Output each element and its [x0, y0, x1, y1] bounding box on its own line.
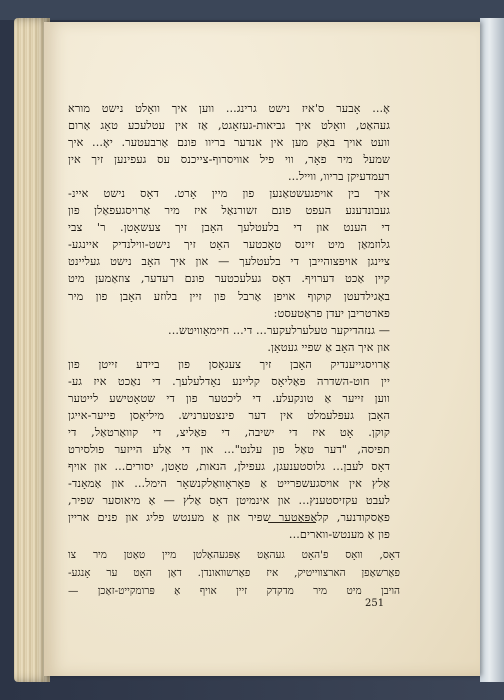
body-text: [68, 100, 390, 543]
text-line: באַגילדעטן קוקוף אויפן אַרבל פון זיין בלוזע האָבן פון מיר: [68, 289, 390, 303]
text-line: יין חוט-השדרה פאַליאָס קליינע נאָדלעלעך. די נאַכט איז גע-: [68, 374, 390, 388]
text-line: גלוזמאַן מיט זיינס טאָכטער האָט זיך נישט-ווילנדיק איינגע-: [68, 238, 390, 252]
text-line: לעבט עקזיסטענץ... און אינמיטן דאָס אַלץ — אַ מיאוסער שפיר,: [68, 494, 390, 508]
page-edge: [480, 18, 504, 682]
text-line: קיין אַכט דערויף. דאָס געלעכטער פונם רעדער, צוזאַמען מיט: [68, 272, 390, 286]
text-line: וועט אויך באַק מען אין אנדער בריוו פונם אַרבעטער. יאָ... איך: [68, 136, 390, 150]
text-line: די הענט און די בלעטלעך האָבן זיך צעשאָטן. ר' צבי: [68, 221, 390, 235]
text-line: אָ... אָבער ס'איז נישט גרינג... ווען איך וואָלט נישט מורא: [68, 102, 390, 115]
text-line: — גנזהדיקער טעלערלעקער... די... חיימאָוויטש...: [168, 323, 390, 337]
text-line: ווען זייער אַ טונקעלע. די ליכטער פון די שטאָטישע לייטער: [68, 391, 390, 405]
footnote-line: פאַרשאַפן הארצווייטיק, איז פאַרשוואונדן. דאַן האָט ער אָנגע-: [68, 567, 400, 579]
text-line: תפיסה, "דער טאַל פון עלנט"... און די אַלע הייזער פולסירט: [68, 442, 390, 456]
text-line: שמעל מיר פאָר, ווי פיל אוויסרוף-צייכנס עס געפינען זיך אין: [68, 153, 390, 167]
text-line: פאַסקודנער, קלאַפּאַטער שפיר און אַ מענטש פליג און פנים אריין: [68, 511, 390, 525]
text-line: געבונדענע העפט פונם זשורנאַל איז מיר אַרויסגעפאַלן פון: [68, 204, 390, 218]
text-line: און איך האָב אַ שפיי געטאָן.: [267, 340, 390, 354]
text-line: האָבן געפלעמלט אין דער פינצטערניש. מיליאָסן פייער-אייגן: [68, 408, 390, 422]
book-cover-edge: [0, 0, 504, 20]
footnote: [68, 546, 400, 600]
text-line: רעמדעיקן בריוו, ווייל...: [287, 170, 390, 184]
text-line: פארטריבן יעדן פראַטעסט:: [273, 306, 390, 320]
footnote-line: הויבן מיט מיר מדקדק זיין אויף אַ פּרומקייט-זאַכן —: [68, 585, 400, 597]
text-line: דאָס לעבן... גלוסטענעגן, געפילן, הנאות, טאָטן, יסורים... און אויף: [68, 459, 390, 473]
footnote-divider: [268, 522, 316, 523]
text-line: אַרויסגייענדיק האָבן זיך צעגאָסן פון ביידע זייטן פון: [68, 357, 390, 371]
text-line: ציינגן אויפצוהייבן די בלעטלעך — און איך האָב נישט געליינט: [68, 255, 390, 269]
text-line: אַלץ אין אויסגעשפרייט אַ פּאָראָוואַלקנשאָר הימל... און אַמאָנד-: [68, 477, 390, 491]
text-line: געהאַט, וואָלט איך גביאות-געזאָגט, אַז אין עטלעכע טאָג אַרום: [68, 119, 390, 133]
text-line: איך בין אויפגעשטאַנען פון מיין אָרט. דאָס נישט איינ-: [68, 187, 390, 201]
text-line: קוקן. אָט איז די ישיבה, די פאַליצ, די קוואַרטאַל, די: [68, 425, 390, 439]
footnote-line: דאָס, וואָס פ'האָט געהאַט אַפּגעהאַלטן מיין טאַטן מיר צו: [68, 549, 400, 561]
page-number: 251: [365, 598, 385, 609]
text-line: פון אַ מענטש-ווארים...: [288, 528, 390, 542]
